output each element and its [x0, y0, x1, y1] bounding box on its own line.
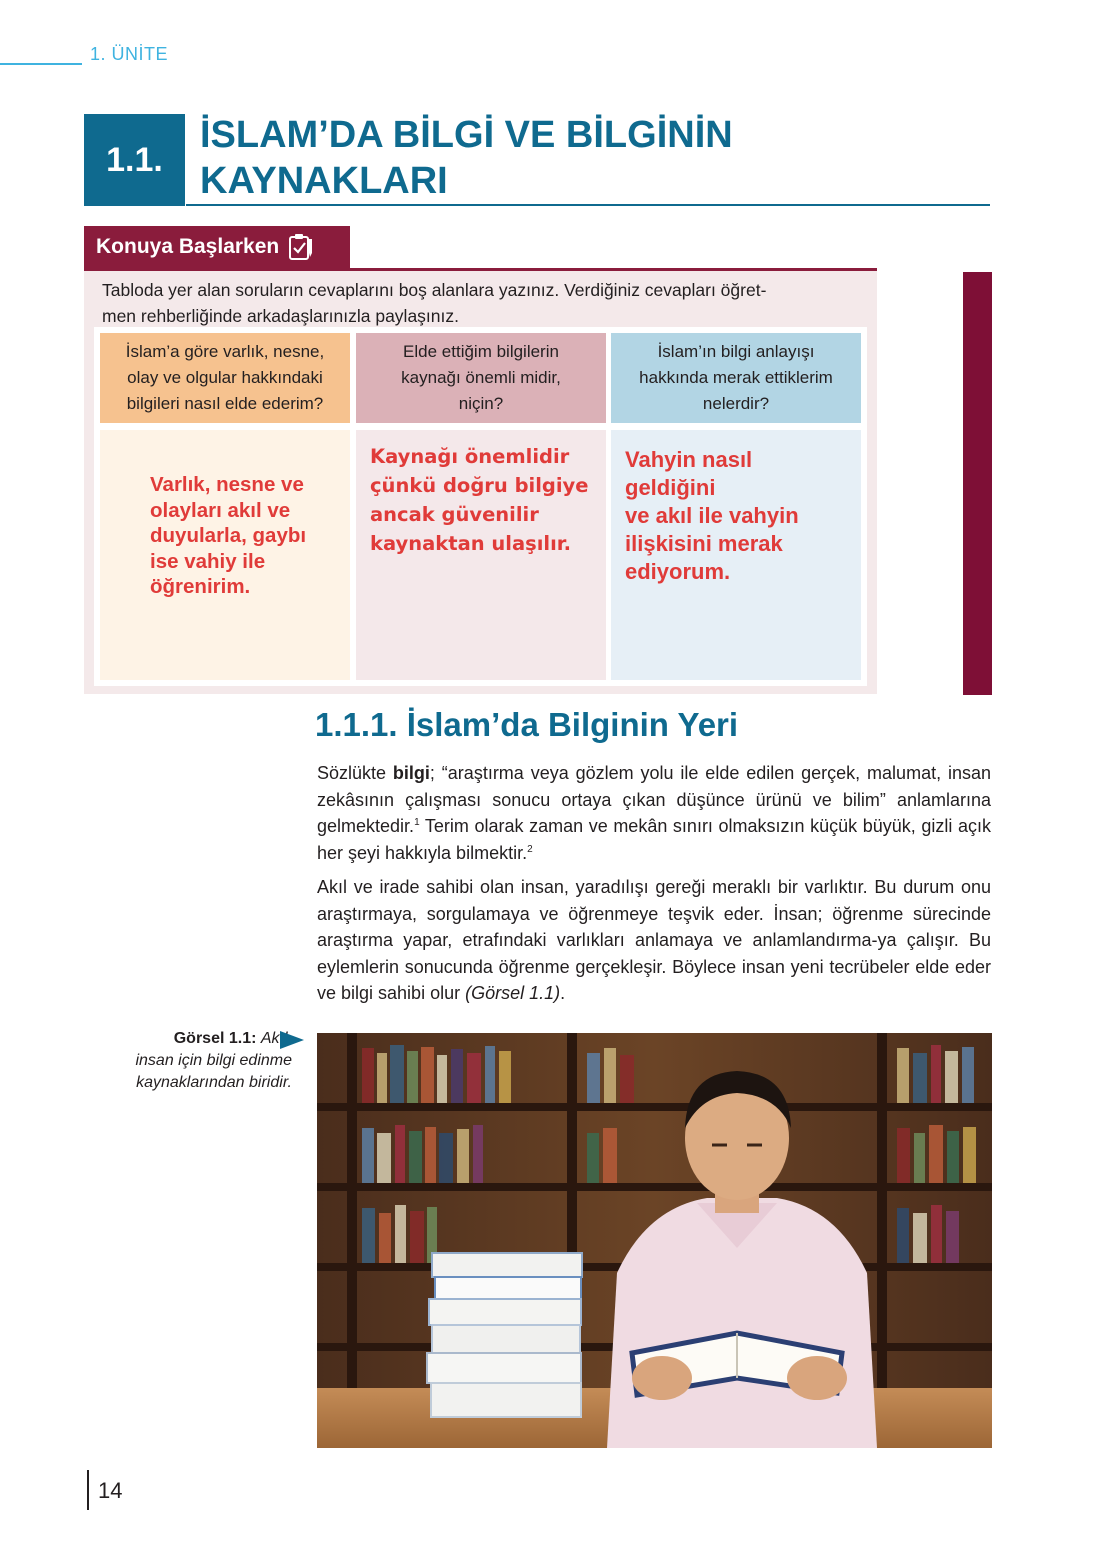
question-line: İslam’ın bilgi anlayışı: [657, 342, 815, 361]
answer-cell-2[interactable]: [356, 430, 606, 680]
answer-line: öğrenirim.: [150, 575, 251, 598]
footnote-ref[interactable]: 2: [527, 843, 533, 855]
caption-text: insan için bilgi edinme: [135, 1052, 292, 1069]
question-line: niçin?: [458, 394, 504, 413]
subsection-title: 1.1.1. İslam’da Bilginin Yeri: [315, 706, 739, 743]
text-span: Sözlükte: [317, 763, 393, 783]
unit-rule: [0, 63, 82, 65]
answer-text-2: [370, 442, 592, 558]
answer-line: ve akıl ile vahyin: [625, 503, 799, 528]
paragraph-2: [317, 874, 991, 1007]
question-line: Elde ettiğim bilgilerin: [403, 342, 559, 361]
answer-line: Varlık, nesne ve: [150, 473, 304, 496]
answer-text-3: [625, 446, 847, 586]
section-title: [200, 112, 960, 204]
answer-text-1: [114, 448, 336, 600]
text-span: Akıl ve irade sahibi olan insan, yaradılışı gereği meraklı bir varlıktır. Bu durum onu araştırmaya, sorgulamaya ve öğrenmeye teşvik eder. İnsan; öğrenme sürecinde araştırma yapar, etrafındaki varlıkları anlamaya ve anlamlandırma-ya çalışır. Bu eylemlerin sonucunda öğrenme gerçekleşir. Böylece insan yeni tecrübeler elde eder ve bilgi sahibi olur: [317, 877, 991, 1003]
question-line: bilgileri nasıl elde ederim?: [126, 394, 324, 413]
konuya-baslarken-tab: [84, 226, 350, 268]
question-table: [94, 327, 867, 686]
page-number: 14: [98, 1478, 123, 1503]
answer-line: çünkü doğru bilgiye: [370, 474, 589, 497]
question-line: kaynağı önemli midir,: [401, 368, 561, 387]
caption-text: Akıl,: [260, 1030, 292, 1047]
answer-line: ancak güvenilir: [370, 503, 539, 526]
answer-line: ilişkisini merak: [625, 531, 783, 556]
question-cell-2: [356, 333, 606, 423]
figure-reference[interactable]: (Görsel 1.1): [465, 983, 561, 1003]
answer-cell-3[interactable]: [611, 430, 861, 680]
answer-line: ediyorum.: [625, 559, 731, 584]
answer-line: Kaynağı önemlidir: [370, 445, 570, 468]
unit-label: 1. ÜNİTE: [90, 44, 169, 64]
intro-line: Tabloda yer alan soruların cevaplarını boş alanlara yazınız. Verdiğiniz cevapları öğret-: [102, 280, 767, 300]
question-cell-3: [611, 333, 861, 423]
question-cell-1: [100, 333, 350, 423]
answer-cell-1[interactable]: [100, 430, 350, 680]
caption-arrow-icon: [280, 1031, 304, 1049]
question-line: nelerdir?: [702, 394, 770, 413]
footnote-ref[interactable]: 1: [414, 817, 420, 828]
section-title-line2: KAYNAKLARI: [200, 160, 448, 202]
paragraph-1: [317, 760, 991, 866]
text-span: ; “araştırma veya gözlem yolu ile elde edilen gerçek, malumat, insan zekâsının çalışması sonucu ortaya çıkan düşünce ürünü ve bilim” anlamlarına gelmektedir.: [317, 763, 991, 836]
question-line: hakkında merak ettiklerim: [639, 368, 833, 387]
answer-line: olayları akıl ve: [150, 498, 291, 522]
konuya-intro: [102, 277, 862, 329]
text-span: Terim olarak zaman ve mekân sınırı olmaksızın küçük büyük, gizli açık her şeyi hakkıyla bilmektir.: [317, 816, 991, 863]
photo-illustration: [317, 1033, 992, 1448]
text-span: .: [560, 983, 566, 1003]
intro-line: men rehberliğinde arkadaşlarınızla paylaşınız.: [102, 306, 459, 326]
answer-line: duyularla, gaybı: [150, 524, 307, 547]
section-rule: [186, 204, 990, 206]
question-line: olay ve olgular hakkındaki: [127, 368, 323, 387]
side-accent-bar: [963, 272, 992, 695]
section-number: 1.1.: [84, 114, 185, 206]
section-title-line1: İSLAM’DA BİLGİ VE BİLGİNİN: [200, 114, 733, 156]
caption-text: kaynaklarından biridir.: [136, 1074, 292, 1091]
answer-line: kaynaktan ulaşılır.: [370, 532, 572, 555]
library-reading-photo: [317, 1033, 992, 1448]
page-number-rule: [87, 1470, 89, 1510]
question-line: İslam’a göre varlık, nesne,: [125, 342, 325, 361]
konuya-baslarken-box: [84, 268, 877, 694]
caption-label: Görsel 1.1:: [173, 1030, 257, 1047]
answer-line: ise vahiy ile: [150, 549, 266, 573]
bold-term: bilgi: [392, 763, 430, 783]
figure-caption: [92, 1028, 292, 1094]
answer-line: Vahyin nasıl geldiğini: [625, 447, 753, 500]
konuya-baslarken-label: Konuya Başlarken: [96, 235, 280, 258]
clipboard-check-icon: [287, 233, 313, 261]
